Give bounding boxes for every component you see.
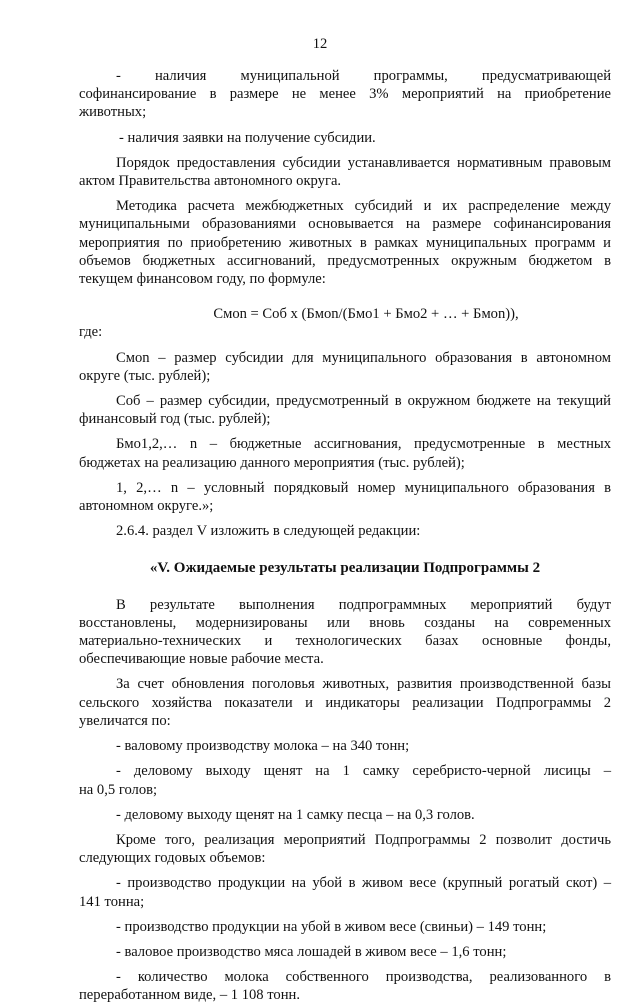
paragraph-line: увеличатся по: [79,712,171,729]
paragraph-line: За счет обновления поголовья животных, развития производственной базы [116,676,611,693]
definition-line: бюджетах на реализацию данного мероприятия (тыс. рублей); [79,454,465,471]
list-item: - валовое производство мяса лошадей в живом весе – 1,6 тонн; [116,943,507,960]
section-heading: «V. Ожидаемые результаты реализации Подпрограммы 2 [149,560,541,577]
definition-line: автономном округе.»; [79,498,214,515]
list-item: 141 тонна; [79,893,145,910]
definition-line: 1, 2,… n – условный порядковый номер муниципального образования в [116,479,611,496]
definition-line: Бмо1,2,… n – бюджетные ассигнования, предусмотренные в местных [116,436,611,453]
list-item: - производство продукции на убой в живом весе (крупный рогатый скот) – [116,875,611,892]
paragraph-line: восстановлены, модернизированы или вновь созданы на современных [79,614,611,631]
paragraph-line: объемов бюджетных ассигнований, предусмотренных окружным бюджетом в [79,252,611,269]
page-number: 12 [312,36,328,52]
paragraph-line: следующих годовых объемов: [79,850,266,867]
definition-line: округе (тыс. рублей); [79,367,211,384]
paragraph-line: текущем финансовом году, по формуле: [79,271,326,288]
list-item: - количество молока собственного производства, реализованного в [116,969,611,986]
list-item: переработанном виде, – 1 108 тонн. [79,987,301,1004]
definition-line: финансовый год (тыс. рублей); [79,411,271,428]
list-item: на 0,5 голов; [79,781,158,798]
paragraph-line: сельского хозяйства показатели и индикаторы реализации Подпрограммы 2 [79,694,611,711]
paragraph-line: муниципальными образованиями основывается на размере софинансирования [79,216,611,233]
paragraph-line: обеспечивающие новые рабочие места. [79,651,324,668]
definition-line: Смоn – размер субсидии для муниципального образования в автономном [116,349,611,366]
paragraph-line: Порядок предоставления субсидии устанавливается нормативным правовым [116,154,611,171]
list-item: - производство продукции на убой в живом весе (свиньи) – 149 тонн; [116,918,547,935]
paragraph-line: мероприятия по приобретению животных в рамках муниципальных программ и [79,234,611,251]
paragraph-line: материально-технических и технологических базах основные фонды, [79,633,611,650]
paragraph-line: Методика расчета межбюджетных субсидий и их распределение между [116,198,611,215]
paragraph-line: - наличия заявки на получение субсидии. [119,129,376,146]
paragraph-line: - наличия муниципальной программы, предусматривающей [116,68,611,84]
list-item: - деловому выходу щенят на 1 самку песца – на 0,3 голов. [116,806,475,823]
where-label: где: [79,324,103,341]
formula: Смоn = Соб x (Бмоn/(Бмо1 + Бмо2 + … + Бмоn)), [213,306,519,323]
definition-line: Соб – размер субсидии, предусмотренный в окружном бюджете на текущий [116,393,611,410]
list-item: - деловому выходу щенят на 1 самку серебристо-черной лисицы – [116,763,611,780]
paragraph-line: 2.6.4. раздел V изложить в следующей редакции: [116,523,421,540]
paragraph-line: животных; [79,104,147,121]
paragraph-line: софинансирование в размере не менее 3% мероприятий на приобретение [79,86,611,103]
paragraph-line: Кроме того, реализация мероприятий Подпрограммы 2 позволит достичь [116,831,611,848]
list-item: - валовому производству молока – на 340 тонн; [116,738,410,755]
paragraph-line: актом Правительства автономного округа. [79,173,342,190]
paragraph-line: В результате выполнения подпрограммных мероприятий будут [116,596,611,613]
document-body [79,67,611,1005]
